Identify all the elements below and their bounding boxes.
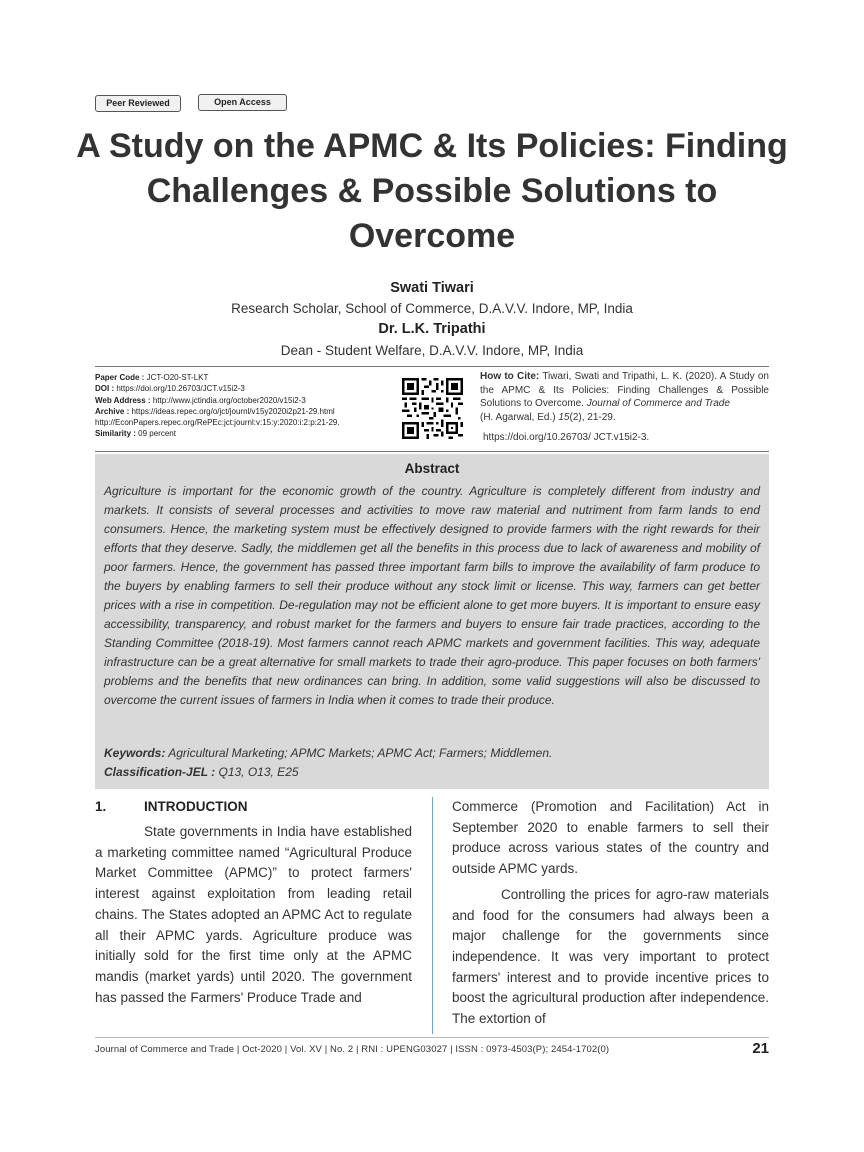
author-1-name: Swati Tiwari xyxy=(390,280,474,296)
archive-line: Archive : https://ideas.repec.org/o/jct/journl/v15y2020i2p21-29.html xyxy=(95,406,335,416)
paper-title: A Study on the APMC & Its Policies: Finding Challenges & Possible Solutions to Overcome xyxy=(76,127,788,255)
cite-doi-link[interactable]: https://doi.org/10.26703/ JCT.v15i2-3. xyxy=(483,432,650,443)
abstract-box xyxy=(95,454,769,789)
qr-code-icon xyxy=(402,378,463,439)
column-divider xyxy=(432,797,433,1034)
web-link[interactable]: http://www.jctindia.org/october2020/v15i2-3 xyxy=(152,395,306,405)
section-number: 1. xyxy=(95,799,107,814)
section-heading: INTRODUCTION xyxy=(144,799,248,814)
footer-rule xyxy=(95,1037,769,1038)
doi-line: DOI : https://doi.org/10.26703/JCT.v15i2-3 xyxy=(95,384,245,394)
page-number: 21 xyxy=(752,1040,769,1057)
how-to-cite: How to Cite: Tiwari, Swati and Tripathi, L. K. (2020). A Study on the APMC & Its Policies: Finding Challenges & Possible Solutions to Overcome. Journal of Commerce and Trade (H. Agarwal, Ed.) 15(2), 21-29. xyxy=(480,371,769,423)
doi-link[interactable]: https://doi.org/10.26703/JCT.v15i2-3 xyxy=(116,384,245,394)
left-column xyxy=(95,822,412,1008)
right-column xyxy=(452,797,769,1030)
keywords: Keywords: Agricultural Marketing; APMC Markets; APMC Act; Farmers; Middlemen. xyxy=(104,746,553,760)
author-2-name: Dr. L.K. Tripathi xyxy=(378,321,486,337)
intro-paragraph-1: State governments in India have established a marketing committee named “Agricultural Produce Market Committee (APMC)” to protect farmers' interest against exploitation from leading retail chains. The States adopted an APMC Act to regulate all their APMC yards. Agriculture produce was initially sold for the first time only at the APMC mandis (market yards) until 2020. The government has passed the Farmers' Produce Trade and xyxy=(95,824,412,1005)
abstract-top-rule xyxy=(95,451,769,452)
intro-paragraph-1-continued: Commerce (Promotion and Facilitation) Act in September 2020 to enable farmers to sell their produce across various states of the country and outside APMC yards. xyxy=(452,799,769,877)
meta-top-rule xyxy=(95,366,769,367)
abstract-text: Agriculture is important for the economic growth of the country. Agriculture is completely different from industry and markets. It consists of several processes and activities to move raw material and nutriment from farm lands to end consumers. Hence, the marketing system must be effectively designed to provide farmers with the right rewards for their efforts that they deserve. Sadly, the middlemen get all the benefits in this process due to lack of awareness and mobility of poor farmers. Hence, the government has passed three important farm bills to improve the availability of farm produce to the buyers by enabling farmers to sell their produce without any stock limit or license. This way, farmers can get better prices with a rise in competition. De-regulation may not be efficient alone to get more buyers. It is important to ensure easy accessibility, transparency, and robust market for the farmers and buyers to ensure fair trade practices, according to the Standing Committee (2018-19). Most farmers cannot reach APMC markets and government facilities. This way, adequate infrastructure can be a great alternative for small markets to trade their agro-produce. This paper focuses on both farmers' problems and the benefits that new ordinances can bring. In addition, some valid suggestions will also be discussed to overcome the current issues of farmers in India when it comes to trade their produce. xyxy=(104,484,760,707)
peer-reviewed-badge: Peer Reviewed xyxy=(95,95,181,112)
open-access-badge: Open Access xyxy=(198,94,287,111)
intro-paragraph-2: Controlling the prices for agro-raw materials and food for the consumers had always been a major challenge for the governments since independence. It was very important to protect farmers' interest and to provide incentive prices to boost the agricultural production after independence. The extortion of xyxy=(452,886,769,1027)
archive-link[interactable]: https://ideas.repec.org/o/jct/journl/v15y2020i2p21-29.html xyxy=(131,406,335,416)
classification-jel: Classification-JEL : Q13, O13, E25 xyxy=(104,765,299,779)
paper-metadata xyxy=(95,372,395,440)
paper-code-line: Paper Code : JCT-O20-ST-LKT xyxy=(95,373,209,382)
econpapers-link[interactable]: http://EconPapers.repec.org/RePEc:jct:journl:v:15:y:2020:i:2:p:21-29. xyxy=(95,418,340,428)
author-1-affiliation: Research Scholar, School of Commerce, D.A.V.V. Indore, MP, India xyxy=(231,301,633,316)
author-2-affiliation: Dean - Student Welfare, D.A.V.V. Indore, MP, India xyxy=(280,343,584,358)
journal-footer: Journal of Commerce and Trade | Oct-2020 | Vol. XV | No. 2 | RNI : UPENG03027 | ISSN : 0973-4503(P); 2454-1702(0) xyxy=(95,1044,610,1055)
abstract-heading: Abstract xyxy=(404,461,460,476)
similarity-line: Similarity : 09 percent xyxy=(95,429,176,439)
web-address-line: Web Address : http://www.jctindia.org/october2020/v15i2-3 xyxy=(95,395,306,405)
